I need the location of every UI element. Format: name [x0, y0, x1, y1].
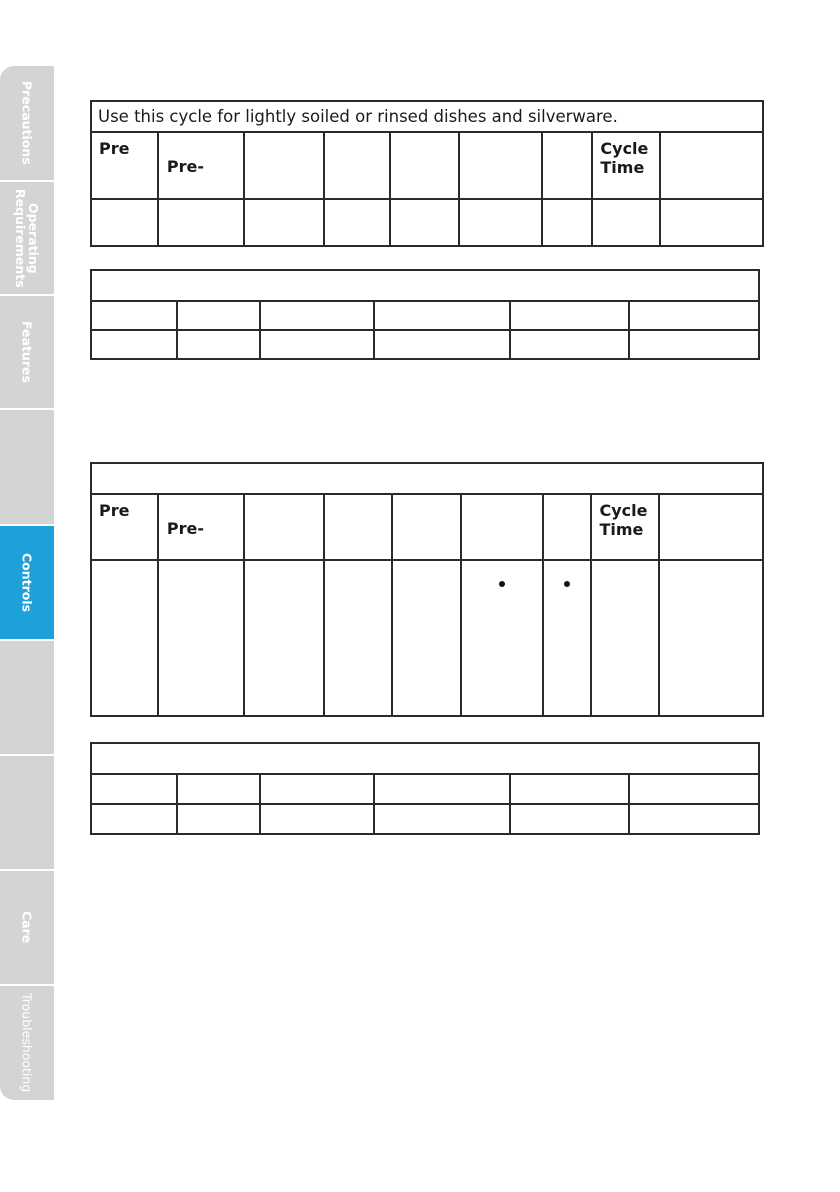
table-title-cell	[91, 463, 763, 494]
table-title-cell	[91, 743, 759, 774]
table-header-row	[91, 494, 763, 560]
table-row	[91, 330, 759, 359]
table-cell	[91, 560, 158, 716]
table-cell	[592, 199, 660, 246]
tab-label: Troubleshooting	[19, 993, 35, 1093]
table-title-row	[91, 463, 763, 494]
table-title-row	[91, 743, 759, 774]
header-pre-wash: Pre-	[166, 519, 204, 538]
side-tab-strip	[0, 66, 54, 1100]
table-cell	[91, 301, 177, 330]
bullet-dot	[564, 581, 570, 587]
header-cell	[158, 494, 244, 560]
table-cell	[543, 560, 592, 716]
table-cell	[324, 560, 392, 716]
table-description-row	[91, 101, 763, 132]
table-cell	[158, 560, 244, 716]
table-cell	[91, 774, 177, 804]
tab-troubleshooting[interactable]	[0, 986, 54, 1100]
header-cycle-time: Cycle Time	[600, 139, 649, 177]
tab-blank-6[interactable]	[0, 641, 54, 754]
table-cell	[158, 199, 244, 246]
tab-label: Controls	[19, 552, 35, 613]
tab-label: Care	[19, 911, 35, 944]
table-cell	[260, 301, 374, 330]
table-cell	[260, 330, 374, 359]
tab-label: Precautions	[19, 81, 35, 165]
table-cell	[510, 804, 630, 834]
header-cell	[660, 132, 763, 199]
header-cell	[244, 132, 325, 199]
table-cell	[510, 330, 630, 359]
table-cell	[459, 199, 542, 246]
bullet-dot	[499, 581, 505, 587]
table-cell	[660, 199, 763, 246]
table-cell	[629, 330, 759, 359]
table-cell	[177, 301, 261, 330]
header-pre: Pre	[99, 139, 130, 158]
table-cell	[374, 804, 510, 834]
table-cell	[629, 804, 759, 834]
table-cell	[374, 774, 510, 804]
table-row	[91, 301, 759, 330]
table-cell	[392, 560, 461, 716]
header-cell	[543, 494, 592, 560]
table-cell	[461, 560, 543, 716]
header-cell	[591, 494, 659, 560]
table-cell	[390, 199, 459, 246]
header-cell	[324, 132, 390, 199]
table-cell	[542, 199, 593, 246]
table-cell	[244, 560, 325, 716]
tab-label: Features	[19, 321, 35, 383]
cycle-table-2	[90, 462, 764, 717]
tab-care[interactable]	[0, 871, 54, 984]
table-cell	[244, 199, 325, 246]
table-cell	[591, 560, 659, 716]
tab-controls[interactable]	[0, 526, 54, 639]
header-cell	[461, 494, 543, 560]
header-pre: Pre	[99, 501, 130, 520]
table-cell	[260, 804, 374, 834]
table-cell	[629, 774, 759, 804]
table-cell	[91, 804, 177, 834]
table-cell	[324, 199, 390, 246]
table-row	[91, 560, 763, 716]
tab-label: Operating Requirements	[13, 188, 41, 288]
header-cell	[390, 132, 459, 199]
table-row	[91, 804, 759, 834]
table-cell	[177, 774, 261, 804]
table-cell	[510, 774, 630, 804]
header-cell	[392, 494, 461, 560]
table-cell	[260, 774, 374, 804]
table-cell	[91, 330, 177, 359]
header-cell	[659, 494, 763, 560]
tab-operating-requirements[interactable]	[0, 182, 54, 294]
tab-blank-4[interactable]	[0, 410, 54, 524]
table-cell	[177, 330, 261, 359]
tab-blank-7[interactable]	[0, 756, 54, 869]
header-pre-wash: Pre-	[166, 157, 204, 176]
cycle-table-1	[90, 100, 764, 247]
table-cell	[177, 804, 261, 834]
header-cycle-time: Cycle Time	[599, 501, 648, 539]
table-title-cell	[91, 270, 759, 301]
table-title-row	[91, 270, 759, 301]
table-row	[91, 774, 759, 804]
table-cell	[659, 560, 763, 716]
header-cell	[158, 132, 244, 199]
header-cell	[542, 132, 593, 199]
options-table-2	[90, 742, 760, 835]
tab-features[interactable]	[0, 296, 54, 408]
header-cell	[91, 132, 158, 199]
header-cell	[459, 132, 542, 199]
cycle-description: Use this cycle for lightly soiled or rinsed dishes and silverware.	[91, 101, 763, 132]
table-header-row	[91, 132, 763, 199]
header-cell	[244, 494, 325, 560]
tab-precautions[interactable]	[0, 66, 54, 180]
table-cell	[374, 330, 510, 359]
table-cell	[629, 301, 759, 330]
table-cell	[91, 199, 158, 246]
table-row	[91, 199, 763, 246]
table-cell	[510, 301, 630, 330]
options-table-1	[90, 269, 760, 360]
header-cell	[91, 494, 158, 560]
table-cell	[374, 301, 510, 330]
header-cell	[592, 132, 660, 199]
header-cell	[324, 494, 392, 560]
